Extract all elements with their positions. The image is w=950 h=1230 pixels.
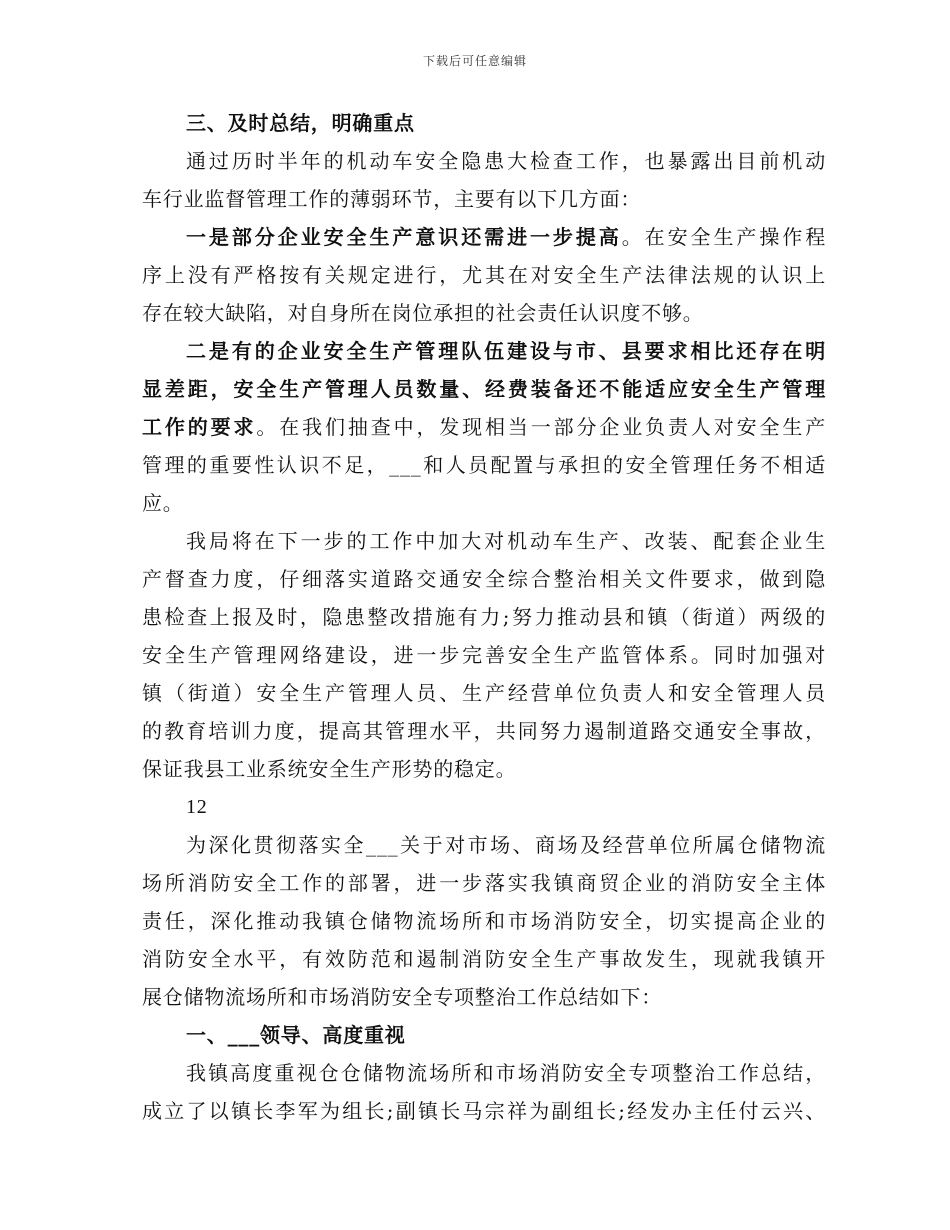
text-line: 存在较大缺陷，对自身所在岗位承担的社会责任认识度不够。 [142,301,704,325]
text-line: 我局将在下一步的工作中加大对机动车生产、改装、配套企业生 [186,529,826,553]
text-line: 二是有的企业安全生产管理队伍建设与市、县要求相比还存在明 [186,339,826,363]
text-line [142,408,826,446]
page-header: 下载后可任意编辑 [422,54,527,68]
text-line: 三、及时总结，明确重点 [186,111,415,135]
document-body [142,104,826,1130]
bold-text-segment: 一是部分企业安全生产意识还需进一步提高 [186,225,622,249]
text-line: 通过历时半年的机动车安全隐患大检查工作，也暴露出目前机动 [186,149,826,173]
text-line: 的教育培训力度，提高其管理水平，共同努力遏制道路交通安全事故， [142,719,826,743]
text-segment: 。在安全生产操作程 [621,225,826,249]
text-line: 责任，深化推动我镇仓储物流场所和市场消防安全，切实提高企业的 [142,909,826,933]
text-line: 保证我县工业系统安全生产形势的稳定。 [142,757,517,781]
text-line: 消防安全水平，有效防范和遏制消防安全生产事故发生，现就我镇开 [142,947,826,971]
text-line: 12 [186,796,208,818]
text-line: 为深化贯彻落实全___关于对市场、商场及经营单位所属仓储物流 [186,833,826,857]
bold-text-segment: 工作的要求 [142,415,257,439]
text-line: 显差距，安全生产管理人员数量、经费装备还不能适应安全生产管理 [142,377,826,401]
text-line: 序上没有严格按有关规定进行，尤其在对安全生产法律法规的认识上 [142,263,826,287]
text-line: 场所消防安全工作的部署，进一步落实我镇商贸企业的消防安全主体 [142,871,826,895]
text-line: 患检查上报及时，隐患整改措施有力;努力推动县和镇（街道）两级的 [142,605,826,629]
text-line: 成立了以镇长李军为组长;副镇长马宗祥为副组长;经发办主任付云兴、 [142,1099,826,1123]
text-line: 应。 [142,491,184,515]
text-line [142,218,826,256]
text-line: 车行业监督管理工作的薄弱环节，主要有以下几方面： [142,187,642,211]
text-line: 我镇高度重视仓仓储物流场所和市场消防安全专项整治工作总结， [186,1061,826,1085]
text-line: 管理的重要性认识不足，___和人员配置与承担的安全管理任务不相适 [142,453,826,477]
text-line: 安全生产管理网络建设，进一步完善安全生产监管体系。同时加强对 [142,643,826,667]
text-line: 镇（街道）安全生产管理人员、生产经营单位负责人和安全管理人员 [142,681,826,705]
text-line: 展仓储物流场所和市场消防安全专项整治工作总结如下： [142,985,662,1009]
text-segment: 。在我们抽查中，发现相当一部分企业负责人对安全生产 [256,415,826,439]
text-line: 一、___领导、高度重视 [186,1023,406,1047]
text-line: 产督查力度，仔细落实道路交通安全综合整治相关文件要求，做到隐 [142,567,826,591]
